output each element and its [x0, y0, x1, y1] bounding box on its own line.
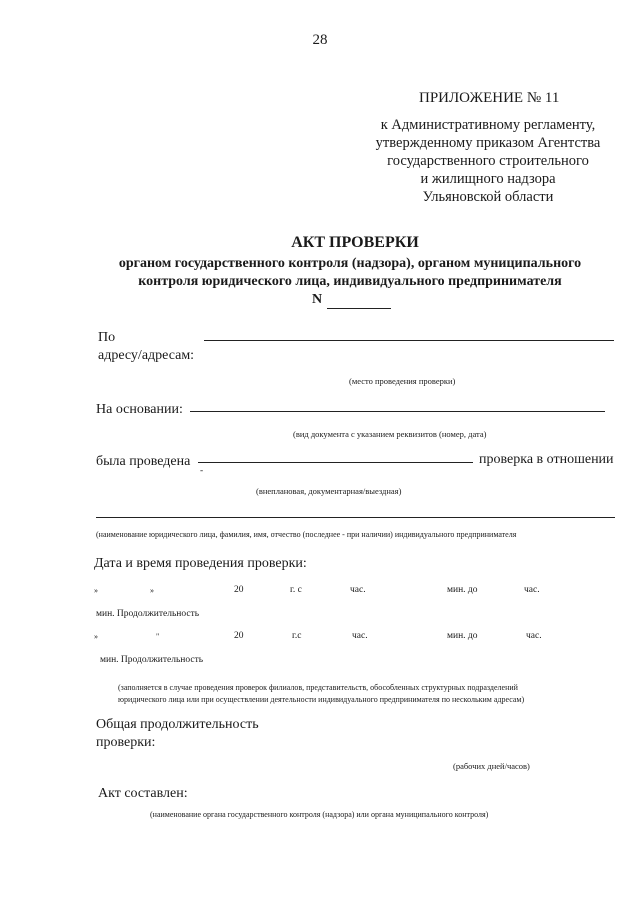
act-number-field[interactable] [327, 308, 391, 309]
act-subtitle-line: контроля юридического лица, индивидуального предпринимателя [138, 274, 562, 289]
page-number: 28 [312, 32, 328, 48]
total-duration-label: проверки: [96, 735, 156, 750]
from-label: г. с [290, 585, 302, 595]
hours-end-label: час. [524, 585, 540, 595]
date-quote-close: " [156, 632, 160, 641]
hours-label: час. [350, 585, 366, 595]
appendix-line: государственного строительного [387, 153, 589, 169]
branch-note: (заполняется в случае проведения проверок филиалов, представительств, обособленных структурных подразделений [118, 683, 518, 692]
basis-label: На основании: [96, 402, 183, 417]
total-duration-label: Общая продолжительность [96, 717, 259, 732]
date-quote-open: » [94, 632, 98, 641]
conducted-hint: (внеплановая, документарная/выездная) [256, 486, 402, 496]
conducted-dash: - [200, 466, 204, 476]
datetime-label: Дата и время проведения проверки: [94, 556, 307, 571]
conducted-suffix: проверка в отношении [479, 452, 614, 467]
act-number-label: N [312, 292, 323, 307]
appendix-line: Ульяновской области [422, 189, 554, 205]
entity-hint: (наименование юридического лица, фамилия, имя, отчество (последнее - при наличии) индивидуального предпринимателя [96, 530, 517, 539]
year-prefix: 20 [234, 631, 244, 641]
date-quote-open: » [94, 586, 98, 595]
hours-end-label: час. [526, 631, 542, 641]
appendix-line: к Административному регламенту, [380, 117, 596, 133]
address-label: По [98, 330, 116, 345]
total-duration-hint: (рабочих дней/часов) [453, 761, 530, 771]
address-hint: (место проведения проверки) [349, 376, 456, 386]
inspection-type-field[interactable] [198, 462, 473, 463]
duration-label: мин. Продолжительность [100, 655, 204, 665]
drafted-label: Акт составлен: [98, 786, 188, 801]
duration-label: мин. Продолжительность [96, 609, 200, 619]
date-quote-close: » [150, 586, 154, 595]
address-field[interactable] [204, 340, 614, 341]
hours-label: час. [352, 631, 368, 641]
appendix-title: ПРИЛОЖЕНИЕ № 11 [419, 90, 560, 106]
conducted-label: была проведена [96, 454, 191, 469]
from-label: г.с [292, 631, 302, 641]
address-label: адресу/адресам: [98, 348, 195, 363]
year-prefix: 20 [234, 585, 244, 595]
act-title: АКТ ПРОВЕРКИ [291, 234, 419, 251]
act-subtitle-line: органом государственного контроля (надзора), органом муниципального [118, 256, 582, 271]
minutes-to-label: мин. до [447, 585, 478, 595]
appendix-line: утвержденному приказом Агентства [375, 135, 601, 151]
drafted-hint: (наименование органа государственного контроля (надзора) или органа муниципального контроля) [150, 810, 489, 819]
branch-note: юридического лица или при осуществлении деятельности индивидуального предпринимателя по нескольким адресам) [118, 695, 525, 704]
minutes-to-label: мин. до [447, 631, 478, 641]
entity-name-field[interactable] [96, 517, 615, 518]
basis-field[interactable] [190, 411, 605, 412]
appendix-line: и жилищного надзора [420, 171, 556, 187]
basis-hint: (вид документа с указанием реквизитов (номер, дата) [293, 429, 487, 439]
